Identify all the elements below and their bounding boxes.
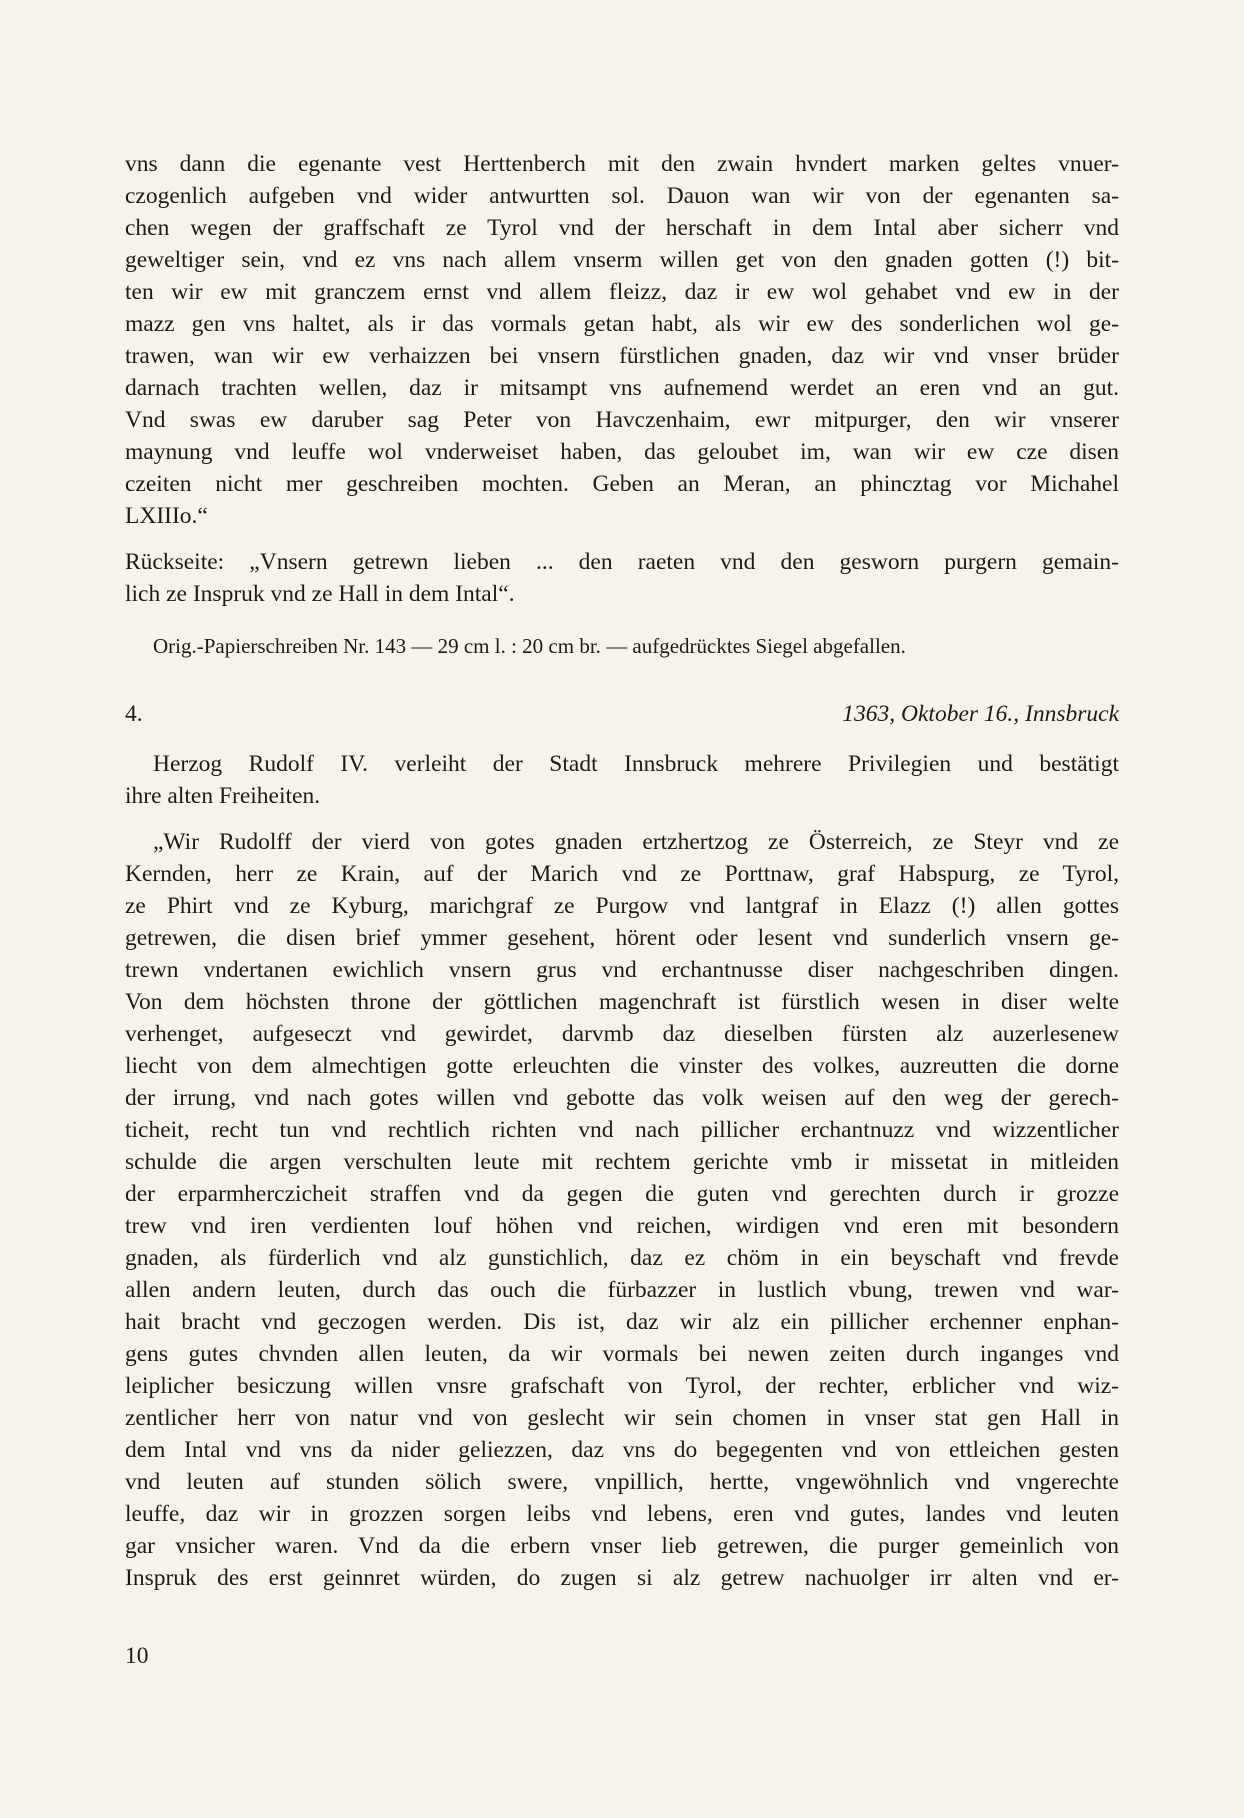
text-line: zentlicher herr von natur vnd von geslecht wir sein chomen in vnser stat gen Hall in bbox=[125, 1405, 1119, 1431]
text-line: ticheit, recht tun vnd rechtlich richten vnd nach pillicher erchantnuzz vnd wizzentlicher bbox=[125, 1117, 1119, 1143]
text-line: gens gutes chvnden allen leuten, da wir vormals bei newen zeiten durch inganges vnd bbox=[125, 1341, 1119, 1367]
text-line: Herzog Rudolf IV. verleiht der Stadt Innsbruck mehrere Privilegien und bestätigt bbox=[153, 751, 1119, 777]
text-line: geweltiger sein, vnd ez vns nach allem vnserm willen get von den gnaden gotten (!) bit- bbox=[125, 247, 1119, 273]
text-line: trewn vndertanen ewichlich vnsern grus vnd erchantnusse diser nachgeschriben dingen. bbox=[125, 957, 1119, 983]
text-line: LXIIIo.“ bbox=[125, 503, 208, 529]
text-line: chen wegen der graffschaft ze Tyrol vnd der herschaft in dem Intal aber sicherr vnd bbox=[125, 215, 1119, 241]
text-line: dem Intal vnd vns da nider geliezzen, daz vns do begegenten vnd von ettleichen gesten bbox=[125, 1437, 1119, 1463]
text-line: Kernden, herr ze Krain, auf der Marich vnd ze Porttnaw, graf Habspurg, ze Tyrol, bbox=[125, 861, 1119, 887]
text-line: ihre alten Freiheiten. bbox=[125, 783, 321, 809]
text-line: trawen, wan wir ew verhaizzen bei vnsern fürstlichen gnaden, daz wir vnd vnser brüder bbox=[125, 343, 1119, 369]
text-line: leuffe, daz wir in grozzen sorgen leibs vnd lebens, eren vnd gutes, landes vnd leuten bbox=[125, 1501, 1119, 1527]
source-note: Orig.-Papierschreiben Nr. 143 — 29 cm l. : 20 cm br. — aufgedrücktes Siegel abgefallen. bbox=[153, 634, 906, 658]
text-line: gnaden, als fürderlich vnd alz gunstichlich, daz ez chöm in ein beyschaft vnd frevde bbox=[125, 1245, 1119, 1271]
text-line: ze Phirt vnd ze Kyburg, marichgraf ze Purgow vnd lantgraf in Elazz (!) allen gottes bbox=[125, 893, 1119, 919]
text-line: Rückseite: „Vnsern getrewn lieben ... den raeten vnd den gesworn purgern gemain- bbox=[125, 549, 1119, 575]
text-line: Vnd swas ew daruber sag Peter von Havczenhaim, ewr mitpurger, den wir vnserer bbox=[125, 407, 1119, 433]
text-line: verhenget, aufgeseczt vnd gewirdet, darvmb daz dieselben fürsten alz auzerlesenew bbox=[125, 1021, 1119, 1047]
text-line: „Wir Rudolff der vierd von gotes gnaden ertzhertzog ze Österreich, ze Steyr vnd ze bbox=[153, 829, 1119, 855]
text-line: trew vnd iren verdienten louf höhen vnd reichen, wirdigen vnd eren mit besondern bbox=[125, 1213, 1119, 1239]
text-line: getrewen, die disen brief ymmer gesehent, hörent oder lesent vnd sunderlich vnsern ge- bbox=[125, 925, 1119, 951]
text-line: ten wir ew mit granczem ernst vnd allem fleizz, daz ir ew wol gehabet vnd ew in der bbox=[125, 279, 1119, 305]
text-line: vnd leuten auf stunden sölich swere, vnpillich, hertte, vngewöhnlich vnd vngerechte bbox=[125, 1469, 1119, 1495]
document-number: 4. bbox=[125, 701, 143, 727]
text-line: leiplicher besiczung willen vnsre grafschaft von Tyrol, der rechter, erblicher vnd wiz- bbox=[125, 1373, 1119, 1399]
text-line: mazz gen vns haltet, als ir das vormals getan habt, als wir ew des sonderlichen wol ge- bbox=[125, 311, 1119, 337]
text-line: maynung vnd leuffe wol vnderweiset haben, das geloubet im, wan wir ew cze disen bbox=[125, 439, 1119, 465]
text-line: Von dem höchsten throne der göttlichen magenchraft ist fürstlich wesen in diser welte bbox=[125, 989, 1119, 1015]
text-line: gar vnsicher waren. Vnd da die erbern vnser lieb getrewen, die purger gemeinlich von bbox=[125, 1533, 1119, 1559]
text-line: czeiten nicht mer geschreiben mochten. Geben an Meran, an phincztag vor Michahel bbox=[125, 471, 1119, 497]
text-line: hait bracht vnd geczogen werden. Dis ist, daz wir alz ein pillicher erchenner enphan- bbox=[125, 1309, 1119, 1335]
text-line: schulde die argen verschulten leute mit rechtem gerichte vmb ir missetat in mitleiden bbox=[125, 1149, 1119, 1175]
text-line: czogenlich aufgeben vnd wider antwurtten sol. Dauon wan wir von der egenanten sa- bbox=[125, 183, 1119, 209]
text-line: der irrung, vnd nach gotes willen vnd gebotte das volk weisen auf den weg der gerech- bbox=[125, 1085, 1119, 1111]
text-line: der erparmherczicheit straffen vnd da gegen die guten vnd gerechten durch ir grozze bbox=[125, 1181, 1119, 1207]
text-line: lich ze Inspruk vnd ze Hall in dem Intal“. bbox=[125, 581, 515, 607]
text-line: Inspruk des erst geinnret würden, do zugen si alz getrew nachuolger irr alten vnd er- bbox=[125, 1565, 1119, 1591]
text-line: liecht von dem almechtigen gotte erleuchten die vinster des volkes, auzreutten die dorne bbox=[125, 1053, 1119, 1079]
text-line: vns dann die egenante vest Herttenberch mit den zwain hvndert marken geltes vnuer- bbox=[125, 151, 1119, 177]
document-date: 1363, Oktober 16., Innsbruck bbox=[842, 701, 1119, 727]
text-line: darnach trachten wellen, daz ir mitsampt vns aufnemend werdet an eren vnd an gut. bbox=[125, 375, 1119, 401]
page-number: 10 bbox=[125, 1643, 149, 1669]
text-line: allen andern leuten, durch das ouch die fürbazzer in lustlich vbung, trewen vnd war- bbox=[125, 1277, 1119, 1303]
